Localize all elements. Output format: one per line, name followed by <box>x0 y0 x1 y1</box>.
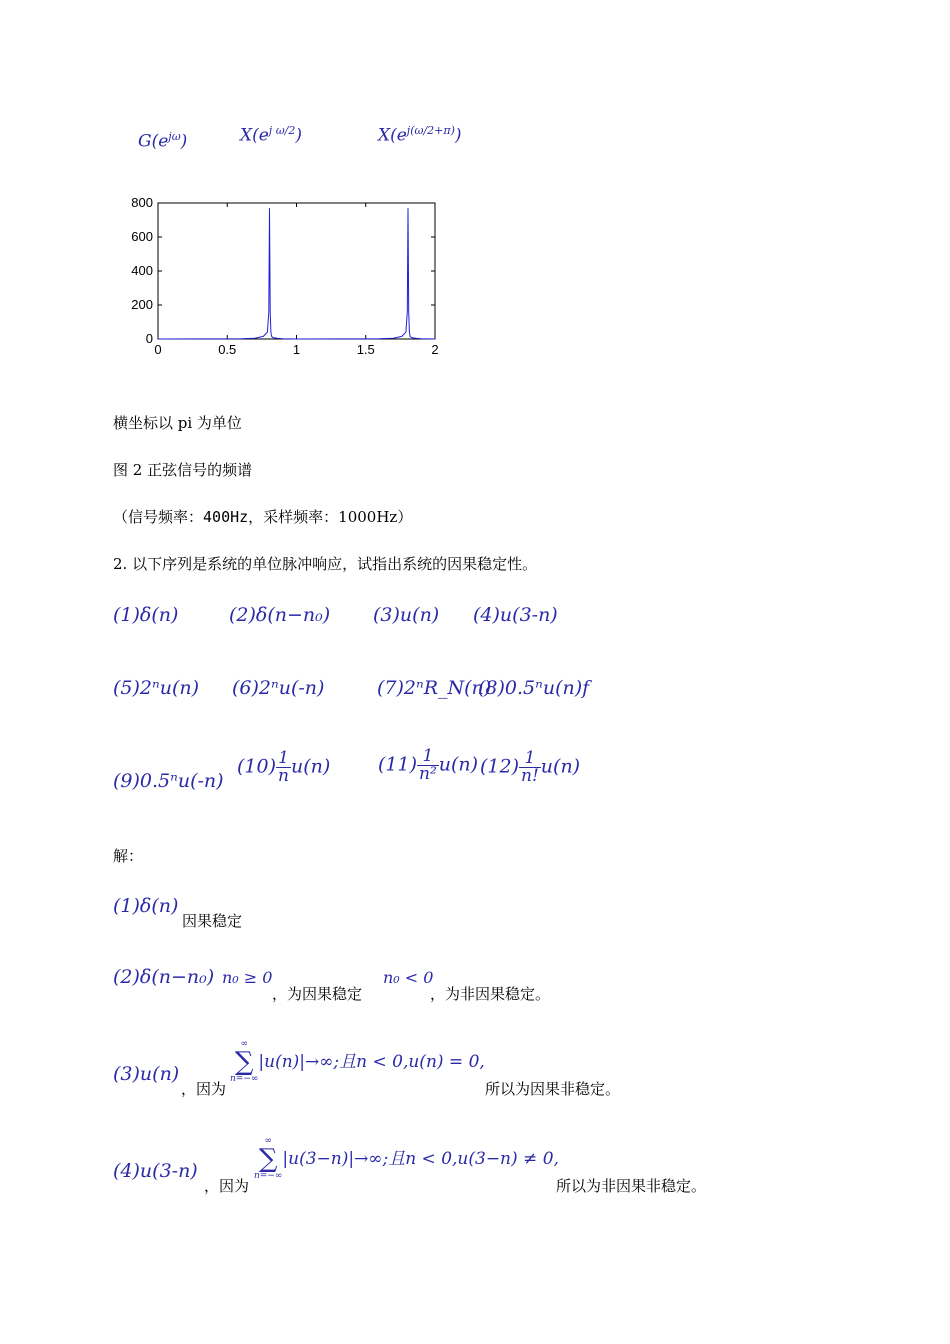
label-g-base: G(e <box>138 131 169 152</box>
label-x1-base: X(e <box>240 125 269 146</box>
solution-label: 解： <box>113 847 144 865</box>
spectrum-chart <box>100 190 460 360</box>
item-10 <box>237 750 330 785</box>
item-5: (5)2ⁿu(n) <box>113 677 200 699</box>
item-10-label: (10) <box>237 755 277 778</box>
item-12-tail: u(n) <box>540 755 581 778</box>
params-prefix: （信号频率： <box>113 508 204 526</box>
item-2: (2)δ(n−n₀) <box>229 604 331 626</box>
question-text: 2. 以下序列是系统的单位脉冲响应，试指出系统的因果稳定性。 <box>113 555 538 573</box>
figure-params <box>113 506 412 527</box>
x-tick-label: 1 <box>292 342 301 357</box>
item-12-den: n! <box>521 766 539 786</box>
item-12-label: (12) <box>480 755 520 778</box>
label-g-close: ) <box>180 131 188 152</box>
item-11-frac <box>417 748 439 783</box>
sol-3-sum-bot: n=−∞ <box>230 1074 259 1084</box>
item-11-num: 1 <box>417 748 439 766</box>
item-7: (7)2ⁿR_N(n) <box>377 677 492 699</box>
sol-4-expr: |u(3−n)|→∞;且n < 0,u(3−n) ≠ 0, <box>282 1149 559 1169</box>
item-4: (4)u(3-n) <box>473 604 558 626</box>
label-g <box>138 130 187 152</box>
item-11-den: n² <box>419 764 437 784</box>
item-12 <box>480 750 580 785</box>
y-tick-label: 800 <box>131 195 153 210</box>
x-tick-label: 1.5 <box>356 342 375 357</box>
sol-2-cond1: n₀ ≥ 0 <box>222 968 273 987</box>
sol-3-sigma-icon: ∞ ∑ n=−∞ <box>230 1039 259 1084</box>
sol-2-cond2: n₀ < 0 <box>383 968 434 987</box>
label-x2-exp: j(ω/2+π) <box>406 124 455 137</box>
sol-3-sum-top: ∞ <box>240 1039 248 1049</box>
sol-4-because: ，因为 <box>204 1177 250 1195</box>
label-x1 <box>240 124 302 146</box>
y-tick-label: 600 <box>131 229 153 244</box>
label-x2-close: ) <box>454 125 462 146</box>
sol-1-math: (1)δ(n) <box>113 895 179 917</box>
sol-2-math: (2)δ(n−n₀) <box>113 966 215 988</box>
sol-4-conclusion: 所以为非因果非稳定。 <box>556 1177 707 1195</box>
item-10-den: n <box>278 766 289 786</box>
label-x1-close: ) <box>295 125 303 146</box>
y-tick-label: 0 <box>145 331 153 346</box>
item-10-tail: u(n) <box>290 755 331 778</box>
label-x1-exp: j ω/2 <box>268 124 296 137</box>
sol-4-sum-top: ∞ <box>264 1136 272 1146</box>
chart-axes <box>158 203 435 339</box>
item-12-frac <box>519 750 541 785</box>
sol-3-expr: |u(n)|→∞;且n < 0,u(n) = 0, <box>258 1052 485 1072</box>
axis-note-text: 横坐标以 pi 为单位 <box>113 414 242 432</box>
sol-4-math: (4)u(3-n) <box>113 1160 198 1182</box>
chart-series <box>158 208 435 339</box>
item-12-num: 1 <box>519 750 541 768</box>
sol-2-text2: ，为非因果稳定。 <box>430 985 551 1003</box>
plot-frame <box>158 203 435 339</box>
x-tick-label: 0.5 <box>218 342 237 357</box>
sol-1-text: 因果稳定 <box>182 912 243 930</box>
x-tick-label: 0 <box>154 342 162 357</box>
figure-title: 图 2 正弦信号的频谱 <box>113 461 253 479</box>
sol-3-math: (3)u(n) <box>113 1063 180 1085</box>
params-rest: ，采样频率：1000Hz） <box>248 508 413 526</box>
sol-3-conclusion: 所以为因果非稳定。 <box>485 1080 621 1098</box>
y-tick-label: 400 <box>131 263 153 278</box>
item-11-tail: u(n) <box>438 753 479 776</box>
label-g-exp: jω <box>168 130 181 143</box>
axis-note <box>113 412 242 433</box>
sol-4-sum-bot: n=−∞ <box>254 1171 283 1181</box>
y-tick-label: 200 <box>131 297 153 312</box>
params-signal: 400Hz <box>203 508 249 526</box>
item-9: (9)0.5ⁿu(-n) <box>113 770 224 792</box>
sol-2-text1: ，为因果稳定 <box>272 985 363 1003</box>
spectrum-line <box>158 208 435 339</box>
item-8: (8)0.5ⁿu(n)f <box>478 677 590 699</box>
label-x2 <box>378 124 462 146</box>
sol-3-because: ，因为 <box>181 1080 227 1098</box>
chart-ticks <box>131 195 438 357</box>
sol-4-sum <box>254 1137 559 1181</box>
item-10-frac <box>276 750 291 785</box>
item-11 <box>378 748 478 783</box>
item-11-label: (11) <box>378 753 418 776</box>
x-tick-label: 2 <box>431 342 439 357</box>
item-6: (6)2ⁿu(-n) <box>232 677 325 699</box>
sol-3-sum <box>230 1040 485 1084</box>
item-3: (3)u(n) <box>373 604 440 626</box>
label-x2-base: X(e <box>378 125 407 146</box>
sol-4-sigma-icon: ∞ ∑ n=−∞ <box>254 1136 283 1181</box>
item-1: (1)δ(n) <box>113 604 179 626</box>
item-10-num: 1 <box>276 750 291 768</box>
